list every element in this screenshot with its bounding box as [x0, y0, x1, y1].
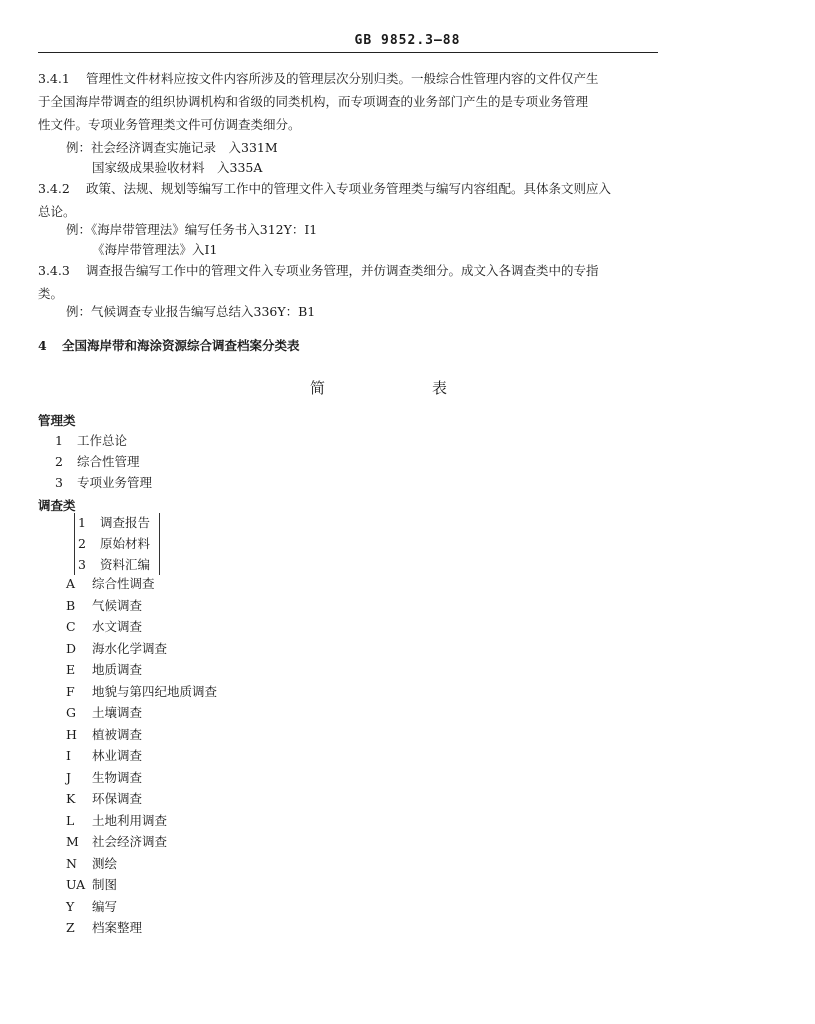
- class-code: Y: [66, 898, 75, 914]
- clause-number: 3.4.3: [38, 263, 70, 278]
- class-code: J: [66, 769, 72, 785]
- category-survey-label: 调查类: [38, 498, 76, 513]
- clause-3-4-3: [38, 259, 658, 305]
- survey-class-item: [66, 658, 142, 681]
- survey-class-item: [66, 572, 155, 595]
- class-name: 环保调查: [92, 791, 143, 806]
- class-code: 1: [55, 433, 63, 448]
- class-code: N: [66, 855, 77, 871]
- clause-text-line2: 于全国海岸带调查的组织协调机构和省级的同类机构，而专项调查的业务部门产生的是专项业务管理: [38, 94, 589, 109]
- class-name: 地质调查: [92, 662, 143, 677]
- class-name: 生物调查: [92, 769, 143, 785]
- class-code: A: [66, 576, 76, 591]
- header-rule: [38, 52, 658, 53]
- class-name: 测绘: [92, 855, 118, 871]
- survey-class-item: [66, 852, 117, 875]
- class-name: 植被调查: [92, 726, 143, 742]
- survey-subclass-item: [78, 532, 150, 555]
- survey-class-item: [66, 594, 142, 617]
- class-code: 3: [55, 475, 63, 490]
- example-line: 《海岸带管理法》入I1: [92, 242, 218, 257]
- section-title: 全国海岸带和海涂资源综合调查档案分类表: [62, 338, 300, 353]
- survey-class-item: [66, 701, 142, 724]
- class-name: 编写: [92, 898, 118, 914]
- clause-text-line1: 调查报告编写工作中的管理文件入专项业务管理，并仿调查类细分。成文入各调查类中的专指: [86, 263, 599, 278]
- section-4-heading: [38, 334, 300, 357]
- survey-class-item: [66, 895, 117, 918]
- class-name: 土壤调查: [92, 705, 143, 720]
- class-name: 综合性管理: [77, 454, 140, 469]
- clause-text-line1: 政策、法规、规划等编写工作中的管理文件入专项业务管理类与编写内容组配。具体条文则应入: [86, 181, 612, 196]
- class-code: Z: [66, 920, 75, 935]
- class-name: 资料汇编: [100, 557, 151, 572]
- class-code: K: [66, 791, 76, 806]
- example-line: 例：气候调查专业报告编写总结入336Y：B1: [66, 304, 316, 319]
- class-name: 专项业务管理: [77, 475, 153, 490]
- class-name: 地貌与第四纪地质调查: [92, 683, 218, 699]
- class-code: UA: [66, 877, 86, 892]
- survey-class-item: [66, 615, 142, 638]
- clause-text-line1: 管理性文件材料应按文件内容所涉及的管理层次分别归类。一般综合性管理内容的文件仅产生: [86, 71, 599, 86]
- class-name: 综合性调查: [92, 576, 155, 591]
- class-code: G: [66, 705, 76, 720]
- management-item: [55, 429, 127, 452]
- class-name: 制图: [92, 877, 118, 892]
- class-code: D: [66, 640, 77, 656]
- class-code: 1: [78, 515, 86, 530]
- example-line: 国家级成果验收材料 入335A: [92, 160, 263, 175]
- class-code: B: [66, 597, 76, 613]
- clause-3-4-2: [38, 177, 658, 223]
- class-name: 气候调查: [92, 597, 143, 613]
- class-code: L: [66, 812, 75, 828]
- class-code: 2: [78, 536, 86, 551]
- clause-text-line2: 类。: [38, 286, 64, 301]
- survey-subclass-item: [78, 511, 150, 534]
- section-number: 4: [38, 338, 47, 353]
- class-code: I: [66, 748, 71, 763]
- class-name: 水文调查: [92, 619, 143, 634]
- class-name: 林业调查: [92, 748, 143, 763]
- clause-text-line3: 性文件。专项业务管理类文件可仿调查类细分。: [38, 117, 301, 132]
- example-line: 例：《海岸带管理法》编写任务书入312Y：I1: [66, 222, 318, 237]
- class-name: 档案整理: [92, 920, 143, 935]
- survey-class-item: [66, 916, 142, 939]
- clause-3-4-1: [38, 67, 658, 136]
- survey-class-item: [66, 744, 142, 767]
- class-code: H: [66, 726, 77, 742]
- category-management-label: 管理类: [38, 413, 76, 428]
- survey-class-item: [66, 637, 167, 660]
- survey-class-item: [66, 809, 167, 832]
- survey-class-item: [66, 723, 142, 746]
- class-name: 社会经济调查: [92, 834, 168, 849]
- survey-class-item: [66, 873, 117, 896]
- class-code: 3: [78, 557, 86, 572]
- class-name: 土地利用调查: [92, 812, 168, 828]
- table-title: 简 表: [310, 379, 494, 397]
- example-line: 例：社会经济调查实施记录 入331M: [66, 140, 278, 155]
- survey-class-item: [66, 830, 167, 853]
- class-name: 海水化学调查: [92, 640, 168, 656]
- class-code: M: [66, 834, 79, 849]
- survey-class-item: [66, 680, 217, 703]
- clause-number: 3.4.1: [38, 71, 70, 86]
- class-name: 原始材料: [100, 536, 151, 551]
- class-code: 2: [55, 454, 63, 469]
- clause-text-line2: 总论。: [38, 204, 76, 219]
- survey-class-item: [66, 766, 142, 789]
- management-item: [55, 450, 140, 473]
- class-code: C: [66, 619, 76, 634]
- class-name: 工作总论: [77, 433, 128, 448]
- management-item: [55, 471, 152, 494]
- class-code: F: [66, 683, 75, 699]
- class-code: E: [66, 662, 76, 677]
- clause-number: 3.4.2: [38, 181, 70, 196]
- survey-class-item: [66, 787, 142, 810]
- document-code-header: GB 9852.3—88: [354, 33, 461, 48]
- class-name: 调查报告: [100, 515, 151, 530]
